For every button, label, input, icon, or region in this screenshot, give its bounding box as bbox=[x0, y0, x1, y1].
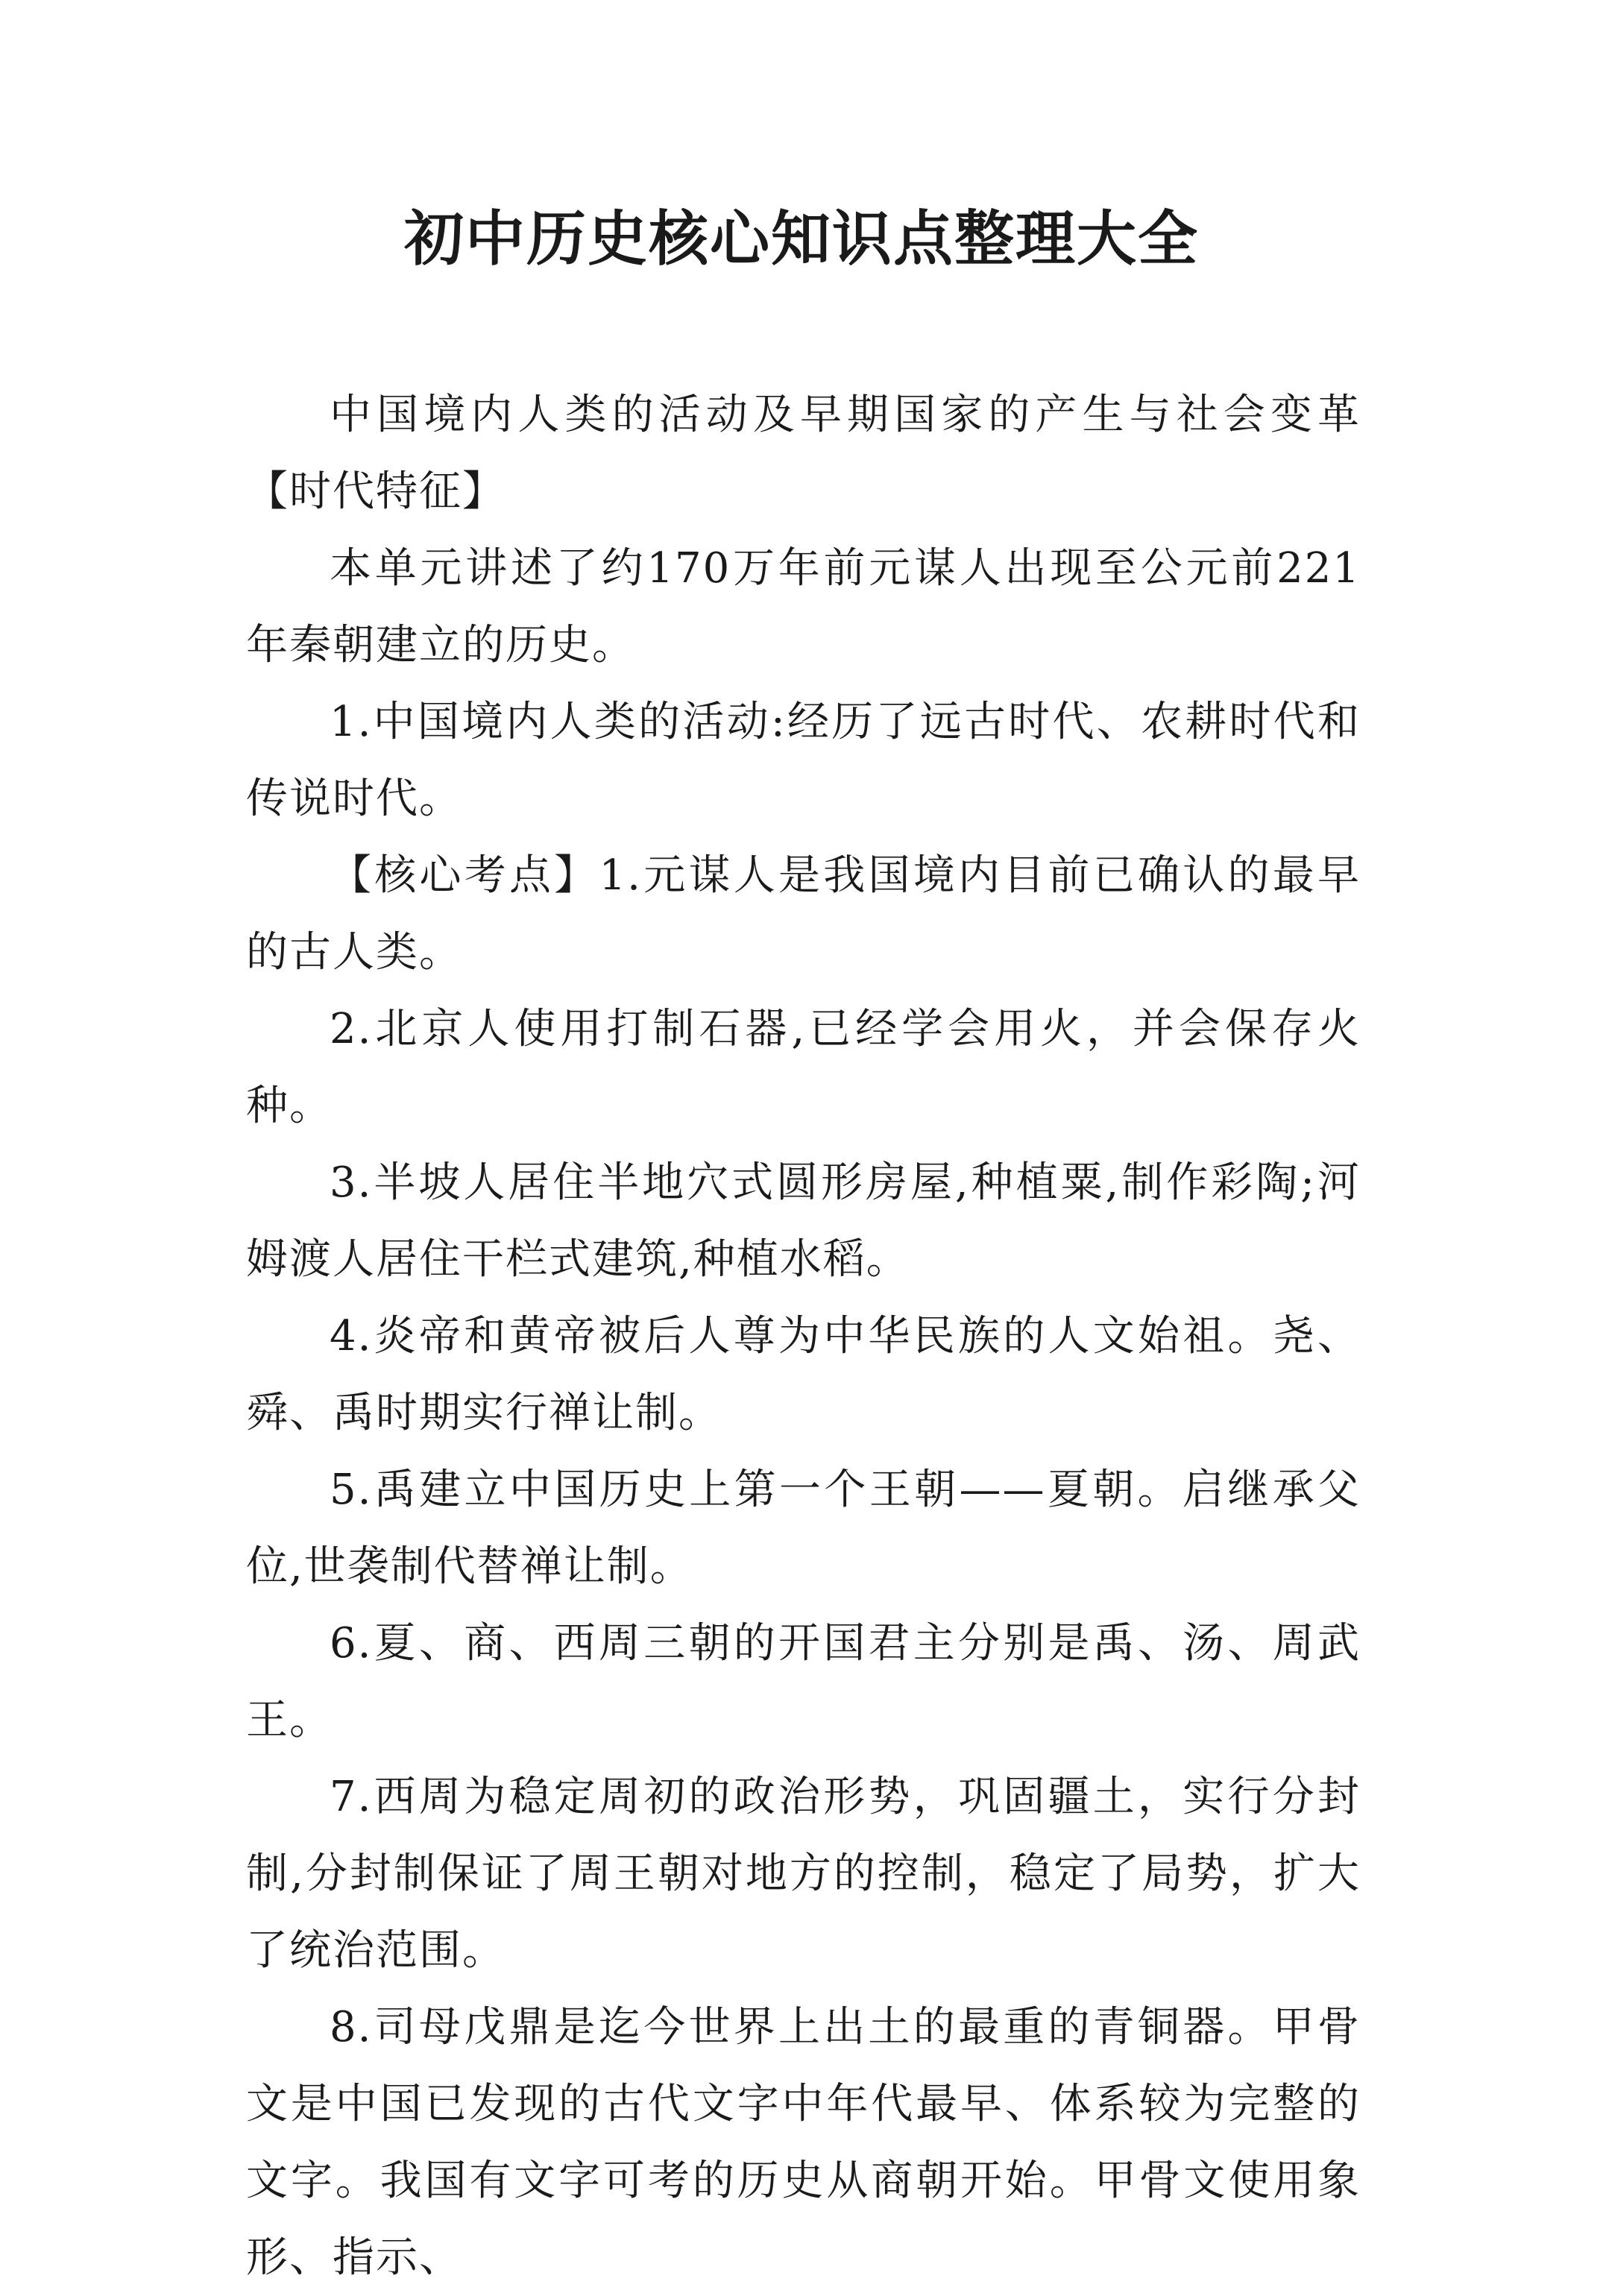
paragraph-unit-summary: 本单元讲述了约170万年前元谋人出现至公元前221年秦朝建立的历史。 bbox=[246, 544, 1361, 669]
paragraph-point-1: 1.中国境内人类的活动:经历了远古时代、农耕时代和传说时代。 bbox=[246, 698, 1361, 823]
paragraph-core-point-6: 6.夏、商、西周三朝的开国君主分别是禹、汤、周武王。 bbox=[246, 1619, 1361, 1744]
document-body bbox=[246, 376, 1361, 2296]
paragraph-core-point-3: 3.半坡人居住半地穴式圆形房屋,种植粟,制作彩陶;河姆渡人居住干栏式建筑,种植水稻。 bbox=[246, 1158, 1361, 1284]
paragraph-core-point-5: 5.禹建立中国历史上第一个王朝——夏朝。启继承父位,世袭制代替禅让制。 bbox=[246, 1466, 1361, 1591]
paragraph-core-point-1: 【核心考点】1.元谋人是我国境内目前已确认的最早的古人类。 bbox=[246, 851, 1361, 977]
paragraph-core-point-2: 2.北京人使用打制石器,已经学会用火，并会保存火种。 bbox=[246, 1005, 1361, 1130]
paragraph-intro: 中国境内人类的活动及早期国家的产生与社会变革【时代特征】 bbox=[246, 391, 1361, 516]
paragraph-core-point-7: 7.西周为稳定周初的政治形势，巩固疆土，实行分封制,分封制保证了周王朝对地方的控制，稳定了局势，扩大了统治范围。 bbox=[246, 1773, 1361, 1975]
page-title: 初中历史核心知识点整理大全 bbox=[404, 204, 1199, 274]
paragraph-core-point-8: 8.司母戊鼎是迄今世界上出土的最重的青铜器。甲骨文是中国已发现的古代文字中年代最早、体系较为完整的文字。我国有文字可考的历史从商朝开始。甲骨文使用象形、指示、 bbox=[246, 2003, 1361, 2282]
paragraph-core-point-4: 4.炎帝和黄帝被后人尊为中华民族的人文始祖。尧、舜、禹时期实行禅让制。 bbox=[246, 1312, 1361, 1437]
